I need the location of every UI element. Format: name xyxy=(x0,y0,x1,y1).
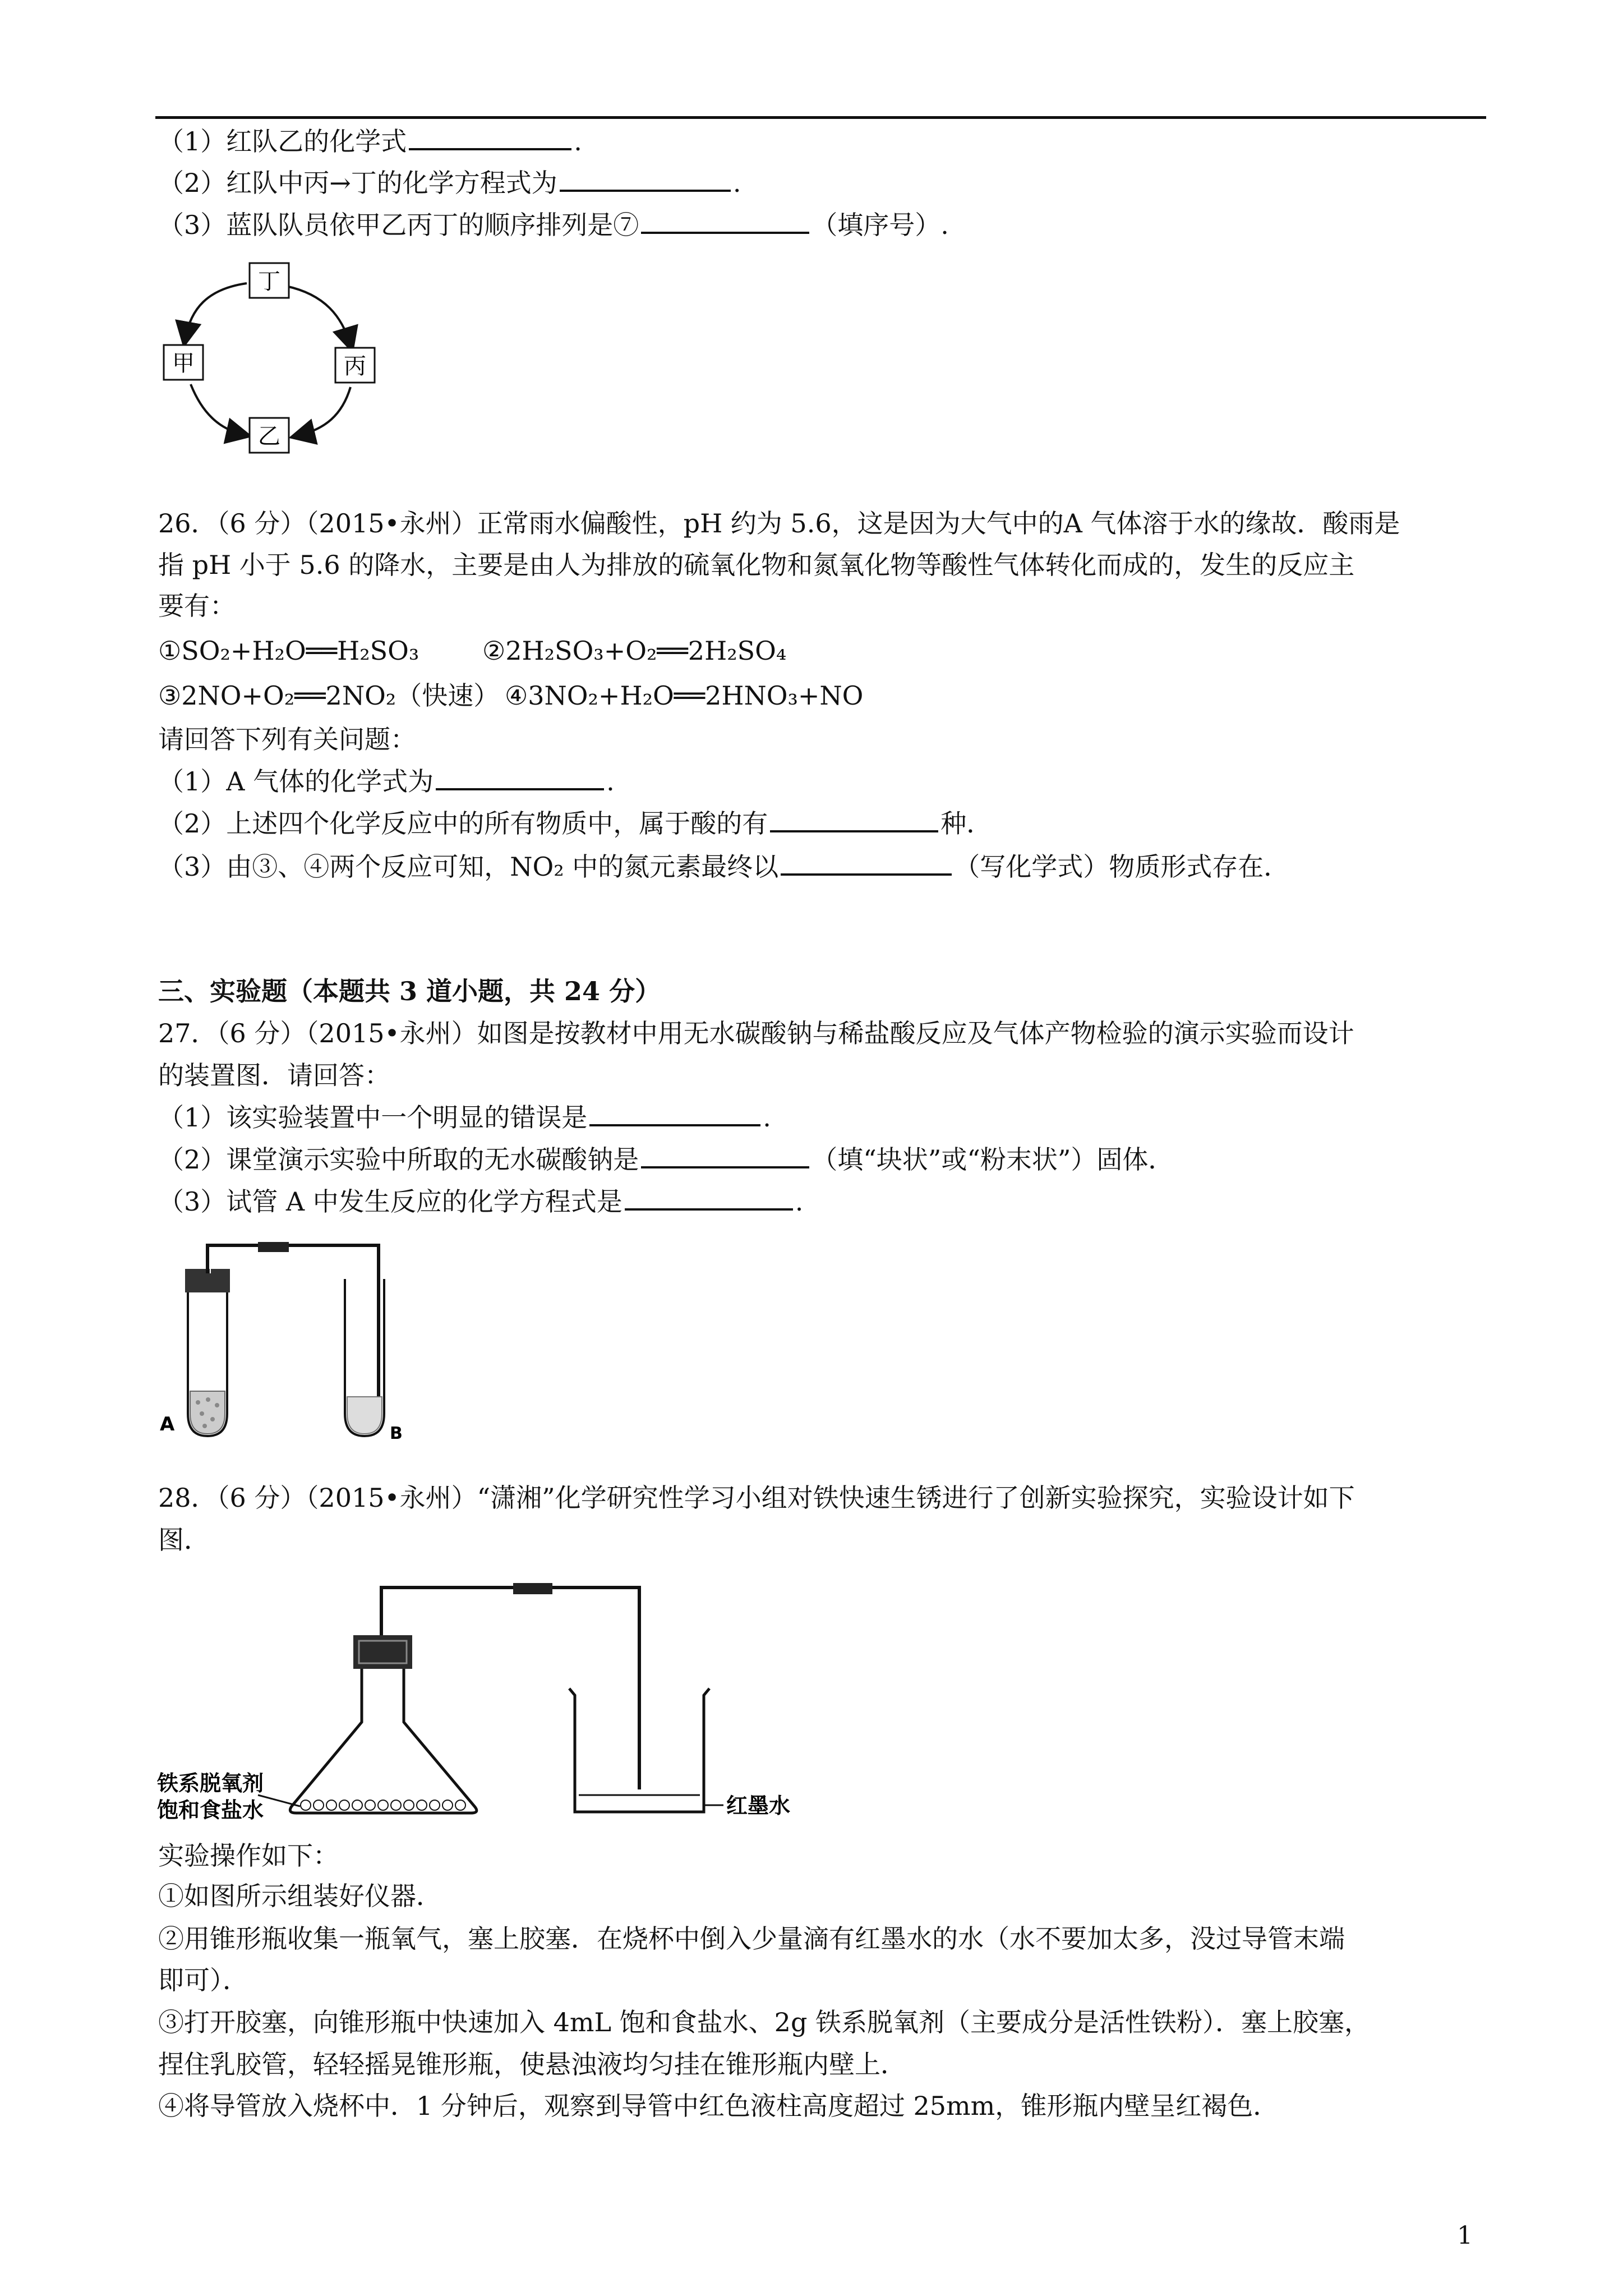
section3-title: 三、实验题（本题共 3 道小题，共 24 分） xyxy=(158,976,661,1006)
q26-part2-end: 种． xyxy=(940,808,993,839)
label-saline: 饱和食盐水 xyxy=(157,1798,264,1823)
cycle-arrow-ding-bing xyxy=(286,286,351,345)
q26-part3-text: （3）由③、④两个反应可知，NO₂ 中的氮元素最终以 xyxy=(158,852,779,882)
q26-reaction-1: ①SO₂+H₂O══H₂SO₃ xyxy=(158,636,419,666)
q27-answer-blank-1[interactable] xyxy=(589,1102,760,1126)
q27-part3 xyxy=(158,1185,803,1218)
q26-part3-end: （写化学式）物质形式存在． xyxy=(954,852,1290,882)
q26-part1-end: . xyxy=(606,766,615,797)
cycle-arrow-jia-yi xyxy=(191,384,244,435)
q25-part1 xyxy=(158,125,582,158)
q25-part3 xyxy=(158,208,949,242)
q27-part2-end: （填“块状”或“粉末状”）固体． xyxy=(811,1144,1174,1175)
q26-part1-text: （1）A 气体的化学式为 xyxy=(158,766,434,797)
q27-stem-line1: 27．（6 分）（2015•永州）如图是按教材中用无水碳酸钠与稀盐酸反应及气体产物检验的演示实验而设计 xyxy=(158,1018,1354,1048)
q25-part1-end: . xyxy=(574,126,582,157)
cycle-label-yi: 乙 xyxy=(258,424,280,449)
cycle-diagram xyxy=(157,255,387,463)
q27-part2 xyxy=(158,1143,1174,1176)
q27-part3-text: （3）试管 A 中发生反应的化学方程式是 xyxy=(158,1186,623,1217)
label-tube-b: B xyxy=(390,1424,403,1443)
q25-part2-text: （2）红队中丙→丁的化学方程式为 xyxy=(158,168,557,198)
deoxidizer-pellets xyxy=(301,1800,465,1810)
q28-step-3-line2: 捏住乳胶管，轻轻摇晃锥形瓶，使悬浊液均匀挂在锥形瓶内壁上． xyxy=(158,2049,906,2079)
q26-stem-line3: 要有： xyxy=(158,591,236,621)
rubber-joint xyxy=(258,1242,289,1252)
q25-answer-blank-3[interactable] xyxy=(641,209,809,234)
q26-part1 xyxy=(158,765,615,798)
q25-part2-end: . xyxy=(732,168,741,198)
q25-answer-blank-1[interactable] xyxy=(409,126,571,150)
q25-part3-end: （填序号）. xyxy=(811,210,949,240)
q27-answer-blank-2[interactable] xyxy=(641,1144,809,1168)
q26-answer-blank-2[interactable] xyxy=(770,808,938,832)
q26-stem-line1: 26．（6 分）（2015•永州）正常雨水偏酸性，pH 约为 5.6，这是因为大气中的A 气体溶于水的缘故．酸雨是 xyxy=(158,508,1400,539)
q28-step-4: ④将导管放入烧杯中．1 分钟后，观察到导管中红色液柱高度超过 25mm，锥形瓶内壁呈红褐色． xyxy=(158,2091,1279,2121)
q27-answer-blank-3[interactable] xyxy=(625,1186,793,1211)
cycle-label-jia: 甲 xyxy=(172,351,195,376)
q25-part2 xyxy=(158,166,741,200)
glass-delivery-tube-inner xyxy=(385,1591,636,1789)
q27-part1 xyxy=(158,1101,771,1134)
q26-reaction-3: ③2NO+O₂══2NO₂（快速） xyxy=(158,680,500,711)
delivery-tube-inner xyxy=(210,1249,375,1419)
q26-stem-line2: 指 pH 小于 5.6 的降水，主要是由人为排放的硫氧化物和氮氧化物等酸性气体转化而成的，发生的反应主 xyxy=(158,550,1355,580)
q27-part3-end: . xyxy=(795,1186,804,1217)
q26-part2 xyxy=(158,807,992,840)
test-tube-apparatus-figure xyxy=(154,1228,401,1447)
q27-part1-text: （1）该实验装置中一个明显的错误是 xyxy=(158,1102,588,1133)
q25-part3-text: （3）蓝队队员依甲乙丙丁的顺序排列是⑦ xyxy=(158,210,639,240)
cycle-arrow-ding-jia xyxy=(185,283,247,339)
q26-reaction-4: ④3NO₂+H₂O══2HNO₃+NO xyxy=(505,680,864,711)
rubber-hose xyxy=(513,1583,552,1594)
q28-ops-title: 实验操作如下： xyxy=(158,1841,339,1871)
q28-step-3-line1: ③打开胶塞，向锥形瓶中快速加入 4mL 饱和食盐水、2g 铁系脱氧剂（主要成分是活性铁粉）．塞上胶塞， xyxy=(158,2007,1371,2037)
cycle-label-ding: 丁 xyxy=(258,269,280,295)
q27-part1-end: . xyxy=(763,1102,771,1133)
label-iron-deoxidizer: 铁系脱氧剂 xyxy=(157,1771,264,1796)
q26-part3 xyxy=(158,850,1289,884)
q28-step-2-line2: 即可）． xyxy=(158,1965,248,1995)
q26-part2-text: （2）上述四个化学反应中的所有物质中，属于酸的有 xyxy=(158,808,768,839)
q28-stem-line1: 28．（6 分）（2015•永州）“潇湘”化学研究性学习小组对铁快速生锈进行了创新实验探究，实验设计如下 xyxy=(158,1483,1355,1513)
liquid-in-tube-b xyxy=(347,1397,382,1434)
q26-prompt: 请回答下列有关问题： xyxy=(158,724,416,754)
flask-label-leader xyxy=(258,1795,300,1806)
header-rule xyxy=(155,116,1486,119)
q28-step-2-line1: ②用锥形瓶收集一瓶氧气，塞上胶塞．在烧杯中倒入少量滴有红墨水的水（水不要加太多，没过导管末端 xyxy=(158,1924,1345,1954)
cycle-arrow-bing-yi xyxy=(297,387,351,436)
label-red-ink: 红墨水 xyxy=(726,1793,791,1818)
rust-experiment-figure xyxy=(157,1571,802,1823)
q25-answer-blank-2[interactable] xyxy=(560,167,731,192)
q28-stem-line2: 图． xyxy=(158,1525,210,1555)
page-number: 1 xyxy=(1457,2221,1473,2250)
conical-flask xyxy=(290,1666,477,1813)
q27-part2-text: （2）课堂演示实验中所取的无水碳酸钠是 xyxy=(158,1144,639,1175)
delivery-tube xyxy=(208,1245,379,1419)
q27-stem-line2: 的装置图．请回答： xyxy=(158,1060,390,1091)
q26-reaction-2: ②2H₂SO₃+O₂══2H₂SO₄ xyxy=(482,636,787,666)
glass-delivery-tube xyxy=(381,1588,639,1789)
q26-answer-blank-3[interactable] xyxy=(781,851,952,876)
cycle-label-bing: 丙 xyxy=(344,353,366,379)
q26-answer-blank-1[interactable] xyxy=(436,766,604,790)
q28-step-1: ①如图所示组装好仪器． xyxy=(158,1881,442,1911)
q25-part1-text: （1）红队乙的化学式 xyxy=(158,126,407,157)
label-tube-a: A xyxy=(160,1413,175,1435)
